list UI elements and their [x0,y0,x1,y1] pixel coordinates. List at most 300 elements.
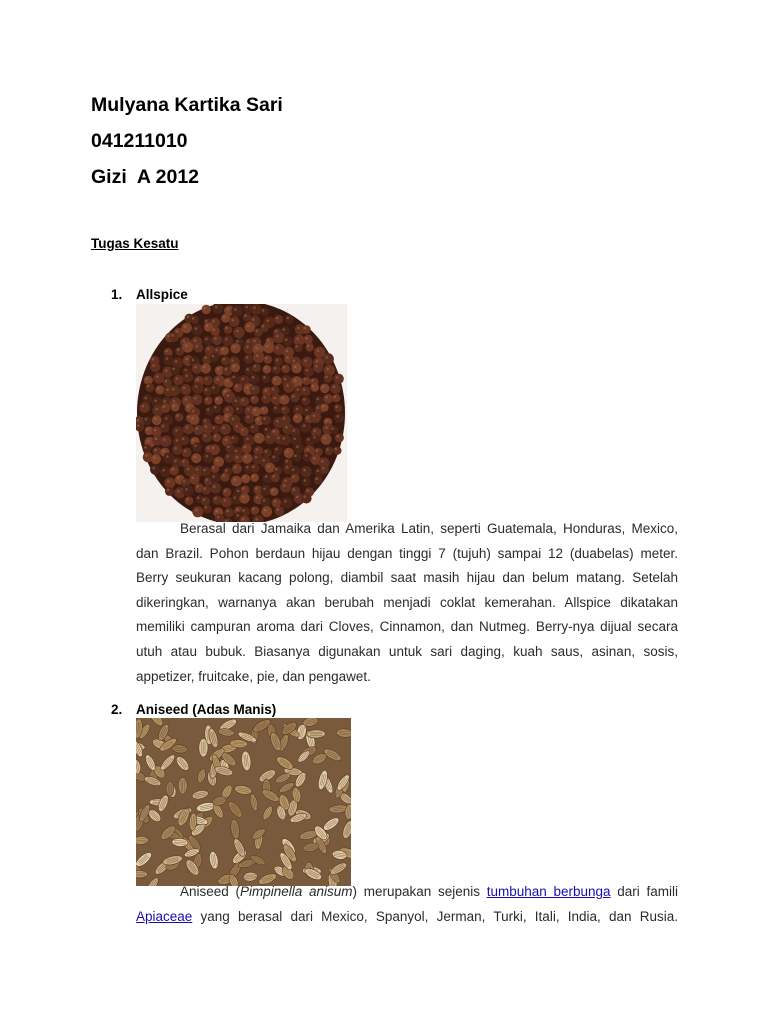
berry [310,412,321,423]
berry [224,325,233,334]
berry-highlight [236,340,239,343]
berry-highlight [156,375,159,378]
berry [251,506,260,515]
berry-highlight [152,467,155,470]
berry [334,404,342,412]
berry-highlight [313,415,316,418]
berry-highlight [145,418,148,421]
berry-highlight [265,389,268,392]
berry [211,465,219,473]
berry [214,396,223,405]
berry-highlight [214,435,217,438]
berry [212,433,221,442]
berry-highlight [234,308,237,311]
berry-highlight [327,368,330,371]
berry-highlight [241,429,244,432]
berry-highlight [227,394,230,397]
berry [234,454,244,464]
berry-highlight [317,470,320,473]
berry [212,495,221,504]
berry-highlight [293,488,296,491]
berry-highlight [197,496,200,499]
berry-highlight [297,327,300,330]
berry-highlight [233,365,236,368]
student-id: 041211010 [91,130,188,152]
berry-highlight [292,395,295,398]
berry-highlight [244,446,247,449]
berry [281,497,292,508]
link-apiaceae[interactable]: Apiaceae [136,908,193,924]
berry [285,315,294,324]
berry-highlight [176,330,179,333]
berry-highlight [203,499,206,502]
berry-highlight [254,365,257,368]
allspice-description [136,517,678,689]
berry [293,414,303,424]
berry-highlight [162,425,165,428]
berry-highlight [303,469,306,472]
berry-highlight [225,415,228,418]
berry-highlight [283,366,286,369]
berry [264,355,273,364]
berry [253,351,265,363]
berry-highlight [242,496,245,499]
berry-highlight [247,340,250,343]
berry-highlight [303,398,306,401]
berry-highlight [183,387,186,390]
berry-highlight [236,456,239,459]
berry-highlight [226,408,229,411]
berry-highlight [322,467,325,470]
berry-highlight [252,387,255,390]
berry-highlight [216,459,219,462]
berry [215,415,224,424]
berry [281,364,290,373]
berry [231,363,240,372]
berry [230,343,240,353]
berry-highlight [257,418,260,421]
berry [202,305,211,314]
berry-highlight [307,448,310,451]
berry-highlight [142,405,145,408]
berry-highlight [252,475,255,478]
berry-highlight [176,439,179,442]
berry [239,493,249,503]
berry [274,357,283,366]
berry [242,453,252,463]
berry-highlight [234,466,237,469]
berry [239,427,249,437]
berry [183,372,194,383]
berry-highlight [322,405,325,408]
berry-highlight [307,438,310,441]
berry-highlight [146,378,149,381]
berry-highlight [177,477,180,480]
berry-highlight [273,430,276,433]
berry [203,504,212,513]
berry [315,396,324,405]
berry [189,474,200,485]
berry-highlight [286,466,289,469]
berry-highlight [196,485,199,488]
berry-highlight [232,376,235,379]
berry-highlight [246,438,249,441]
berry-highlight [293,360,296,363]
berry-highlight [204,419,207,422]
berry-highlight [232,418,235,421]
berry-highlight [196,378,199,381]
berry-highlight [275,468,278,471]
berry-highlight [152,364,155,367]
berry-highlight [185,375,188,378]
berry-highlight [226,380,229,383]
berry-highlight [282,407,285,410]
berry [281,406,290,415]
berry [249,374,259,384]
berry [310,383,319,392]
berry [294,443,304,453]
berry [204,397,212,405]
berry-highlight [226,510,229,513]
berry [273,344,284,355]
berry [170,366,180,376]
berry-highlight [165,350,168,353]
berry-highlight [263,488,266,491]
berry-highlight [212,447,215,450]
berry-highlight [206,324,209,327]
berry-highlight [191,417,194,420]
berry [233,327,244,338]
berry-highlight [154,417,157,420]
berry [210,473,221,484]
berry-highlight [186,426,189,429]
berry-highlight [203,487,206,490]
berry-highlight [184,325,187,328]
berry-highlight [235,450,238,453]
berry-highlight [212,329,215,332]
berry-highlight [283,437,286,440]
berry-highlight [256,496,259,499]
berry-highlight [194,445,197,448]
berry [143,445,152,454]
berry-highlight [265,450,268,453]
berry-highlight [227,455,230,458]
berry [191,453,201,463]
berry-highlight [172,368,175,371]
berry-highlight [303,424,306,427]
berry-highlight [267,319,270,322]
berry-highlight [177,490,180,493]
berry-highlight [263,396,266,399]
berry-highlight [215,349,218,352]
author-name: Mulyana Kartika Sari [91,94,283,116]
berry-highlight [296,445,299,448]
berry [261,506,272,517]
berry-highlight [204,434,207,437]
berry-highlight [296,345,299,348]
berry-highlight [272,475,275,478]
berry [302,357,313,368]
berry-highlight [236,407,239,410]
berry-highlight [163,400,166,403]
berry [180,435,190,445]
berry [165,487,174,496]
berry [153,373,164,384]
link-tumbuhan-berbunga[interactable]: tumbuhan berbunga [486,884,611,899]
berry-highlight [192,439,195,442]
allspice-berries-photo [136,304,347,522]
berry-highlight [195,385,198,388]
berry-highlight [165,369,168,372]
berry [172,426,183,437]
berry-highlight [321,460,324,463]
berry [231,305,242,316]
berry-highlight [166,357,169,360]
berry-highlight [296,496,299,499]
berry-highlight [194,366,197,369]
berry-highlight [234,478,237,481]
berry-highlight [166,455,169,458]
berry [323,394,333,404]
text-line: memiliki campuran aroma dari Cloves, Cinnamon, dan Nutmeg. Berry-nya dijual secara [136,619,678,635]
berry-highlight [223,426,226,429]
berry [194,343,203,352]
berry-highlight [192,477,195,480]
berry-highlight [263,417,266,420]
berry [263,342,274,353]
berry [183,485,194,496]
berry-highlight [235,385,238,388]
berry-highlight [154,429,157,432]
berry-highlight [306,416,309,419]
berry-highlight [296,338,299,341]
class-label: Gizi A 2012 [91,166,200,188]
berry-highlight [286,384,289,387]
berry-highlight [304,479,307,482]
berry-highlight [251,426,254,429]
berry [180,384,191,395]
berry [272,498,282,508]
berry-highlight [272,388,275,391]
berry-highlight [205,357,208,360]
berry [220,346,229,355]
berry [280,435,291,446]
berry [314,476,323,485]
berry [333,446,341,454]
berry-highlight [153,456,156,459]
text-line: appetizer, fruitcake, pie, dan pengawet. [136,668,371,684]
berry-highlight [144,446,147,449]
berry [330,383,341,394]
berry [274,315,283,324]
berry-highlight [265,475,268,478]
berry-highlight [305,337,308,340]
berry [325,447,333,455]
berry [210,384,221,395]
berry [271,454,280,463]
berry-highlight [165,417,168,420]
berry [181,323,192,334]
berry-highlight [306,369,309,372]
berry [301,386,311,396]
berry-highlight [283,417,286,420]
berry-highlight [315,365,318,368]
berry-highlight [282,397,285,400]
berry [203,376,213,386]
berry-highlight [276,420,279,423]
berry-highlight [162,469,165,472]
berry-highlight [242,487,245,490]
berry [242,444,252,454]
berry-highlight [183,480,186,483]
berry [254,433,265,444]
berry-highlight [312,385,315,388]
berry-highlight [263,499,266,502]
berry [263,365,272,374]
berry [192,506,203,517]
berry-highlight [225,469,228,472]
berry-highlight [157,387,160,390]
berry-highlight [182,437,185,440]
berry [182,448,192,458]
berry-highlight [216,417,219,420]
berry-highlight [212,475,215,478]
berry-highlight [236,508,239,511]
berry-highlight [196,345,199,348]
item-title: Aniseed (Adas Manis) [136,702,277,717]
berry [301,493,312,504]
berry [280,482,291,493]
berry [320,403,328,411]
berry-highlight [187,415,190,418]
berry-highlight [213,485,216,488]
berry [201,363,211,373]
berry-highlight [331,427,334,430]
berry-highlight [247,324,250,327]
berry-highlight [303,388,306,391]
berry-highlight [163,438,166,441]
berry [182,342,193,353]
berry [234,383,243,392]
berry-highlight [263,459,266,462]
berry-highlight [246,386,249,389]
berry-highlight [313,457,316,460]
berry [220,424,231,435]
berry-highlight [325,426,328,429]
berry [163,355,174,366]
berry-highlight [234,496,237,499]
berry [301,397,310,406]
berry-highlight [175,429,178,432]
berry-highlight [292,469,295,472]
berry [192,442,202,452]
berry-highlight [214,337,217,340]
berry [221,356,230,365]
berry-highlight [323,437,326,440]
berry-highlight [231,359,234,362]
berry [261,394,271,404]
berry-highlight [222,348,225,351]
berry-highlight [252,508,255,511]
berry-highlight [185,344,188,347]
berry-highlight [203,469,206,472]
berry [210,353,220,363]
berry-highlight [214,497,217,500]
berry [261,497,271,507]
berry-highlight [246,466,249,469]
berry-highlight [255,347,258,350]
berry [251,304,262,315]
berry-highlight [313,436,316,439]
scientific-name: Pimpinella anisum [240,884,353,899]
berry [290,393,300,403]
berry-highlight [137,419,140,422]
berry [172,445,182,455]
berry-highlight [282,328,285,331]
berry-highlight [227,445,230,448]
berry-highlight [274,378,277,381]
berry-highlight [236,425,239,428]
berry-highlight [212,426,215,429]
berry-highlight [285,460,288,463]
berry [273,405,282,414]
berry-highlight [304,327,307,330]
berry-highlight [274,407,277,410]
berry [192,382,203,393]
berry [210,483,221,494]
berry-highlight [192,410,195,413]
berry-highlight [242,378,245,381]
berry-highlight [147,385,150,388]
berry-highlight [183,340,186,343]
berry [230,374,240,384]
berry-highlight [205,320,208,323]
berry-highlight [293,429,296,432]
berry-highlight [276,347,279,350]
berry-highlight [295,416,298,419]
berry-highlight [184,369,187,372]
berry-highlight [266,345,269,348]
berry-highlight [225,368,228,371]
berry [185,496,194,505]
berry-highlight [185,398,188,401]
berry [222,488,231,497]
berry-highlight [252,465,255,468]
berry [332,394,340,402]
berry-highlight [284,500,287,503]
berry [145,383,154,392]
berry [160,423,170,433]
berry-highlight [276,317,279,320]
berry-highlight [205,389,208,392]
berry-highlight [316,449,319,452]
berry [250,385,260,395]
berry [221,497,232,508]
berry [260,323,269,332]
berry-highlight [194,397,197,400]
berry-highlight [236,330,239,333]
berry-highlight [137,424,140,427]
berry [261,415,271,425]
berry-highlight [247,408,250,411]
berry [249,424,259,434]
berry-highlight [186,498,189,501]
berry-highlight [212,320,215,323]
berry-highlight [322,386,325,389]
berry-highlight [274,367,277,370]
berry [212,335,222,345]
berry-highlight [212,386,215,389]
